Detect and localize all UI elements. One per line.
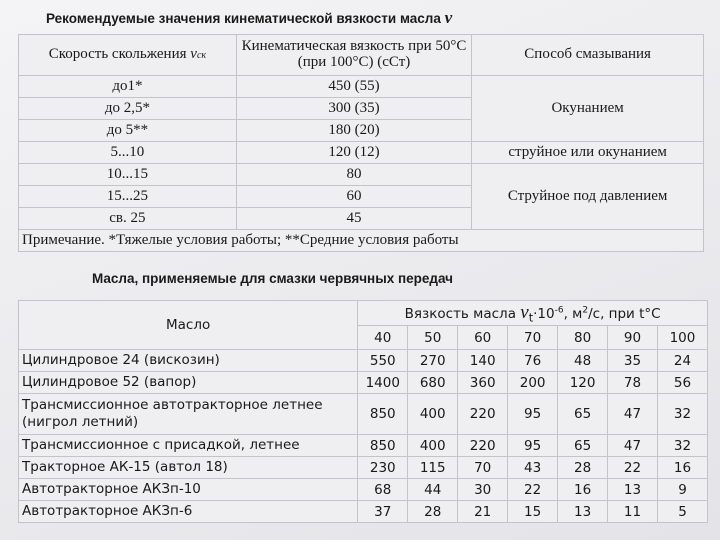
oil-name-cell: Тракторное АК-15 (автол 18) <box>19 457 358 479</box>
value-cell: 9 <box>657 479 707 501</box>
table-note: Примечание. *Тяжелые условия работы; **Средние условия работы <box>19 230 704 252</box>
value-cell: 21 <box>458 501 508 523</box>
speed-cell: до1* <box>19 76 237 98</box>
value-cell: 220 <box>458 394 508 435</box>
value-cell: 78 <box>608 372 658 394</box>
oil-name-cell: Автотракторное АКЗп-6 <box>19 501 358 523</box>
value-cell: 35 <box>608 350 658 372</box>
value-cell: 22 <box>608 457 658 479</box>
table1-title <box>46 8 452 28</box>
nu-symbol: ν <box>444 8 453 27</box>
table-row <box>19 435 708 457</box>
table-row <box>19 372 708 394</box>
table2-header-row <box>19 301 708 326</box>
value-cell: 65 <box>558 435 608 457</box>
value-cell: 76 <box>508 350 558 372</box>
value-cell: 95 <box>508 394 558 435</box>
viscosity-cell: 45 <box>236 208 471 230</box>
value-cell: 140 <box>458 350 508 372</box>
value-cell: 70 <box>458 457 508 479</box>
viscosity-cell: 60 <box>236 186 471 208</box>
viscosity-cell: 180 (20) <box>236 120 471 142</box>
value-cell: 28 <box>558 457 608 479</box>
table-row <box>19 479 708 501</box>
value-cell: 32 <box>657 394 707 435</box>
header-oil: Масло <box>19 301 358 350</box>
value-cell: 680 <box>408 372 458 394</box>
speed-cell: св. 25 <box>19 208 237 230</box>
header-viscosity: Вязкость масла $\nu_t\cdot 10^{-6}$, $м^2/с$, при t°C <box>358 301 708 326</box>
value-cell: 850 <box>358 435 408 457</box>
value-cell: 850 <box>358 394 408 435</box>
table1-title-text: Рекомендуемые значения кинематической вязкости масла <box>46 11 441 26</box>
value-cell: 115 <box>408 457 458 479</box>
table-row <box>19 164 704 186</box>
table-row <box>19 394 708 435</box>
table-row <box>19 350 708 372</box>
value-cell: 16 <box>657 457 707 479</box>
value-cell: 37 <box>358 501 408 523</box>
value-cell: 13 <box>558 501 608 523</box>
header-sliding-speed: Скорость скольжения νск <box>19 35 237 76</box>
table-row <box>19 76 704 98</box>
oil-name-cell: Трансмиссионное автотракторное летнее (нигрол летний) <box>19 394 358 435</box>
oil-name-cell: Цилиндровое 52 (вапор) <box>19 372 358 394</box>
temp-cell: 80 <box>558 326 608 350</box>
temp-cell: 100 <box>657 326 707 350</box>
value-cell: 32 <box>657 435 707 457</box>
value-cell: 270 <box>408 350 458 372</box>
value-cell: 56 <box>657 372 707 394</box>
speed-cell: до 5** <box>19 120 237 142</box>
value-cell: 30 <box>458 479 508 501</box>
table2-title: Масла, применяемые для смазки червячных передач <box>92 271 453 286</box>
value-cell: 230 <box>358 457 408 479</box>
oil-name-cell: Трансмиссионное с присадкой, летнее <box>19 435 358 457</box>
speed-cell: 15...25 <box>19 186 237 208</box>
value-cell: 68 <box>358 479 408 501</box>
temp-cell: 70 <box>508 326 558 350</box>
value-cell: 43 <box>508 457 558 479</box>
value-cell: 22 <box>508 479 558 501</box>
temp-cell: 60 <box>458 326 508 350</box>
worm-gear-oils-table <box>18 300 708 523</box>
header-kinematic-viscosity: Кинематическая вязкость при 50°С (при 100°С) (сСт) <box>236 35 471 76</box>
viscosity-cell: 80 <box>236 164 471 186</box>
viscosity-cell: 120 (12) <box>236 142 471 164</box>
table-row <box>19 457 708 479</box>
temp-cell: 50 <box>408 326 458 350</box>
method-cell: струйное или окунанием <box>472 142 704 164</box>
value-cell: 15 <box>508 501 558 523</box>
value-cell: 28 <box>408 501 458 523</box>
value-cell: 5 <box>657 501 707 523</box>
oil-name-cell: Цилиндровое 24 (вискозин) <box>19 350 358 372</box>
table-row <box>19 142 704 164</box>
value-cell: 48 <box>558 350 608 372</box>
method-cell: Окунанием <box>472 76 704 142</box>
value-cell: 65 <box>558 394 608 435</box>
speed-cell: 10...15 <box>19 164 237 186</box>
value-cell: 47 <box>608 435 658 457</box>
value-cell: 400 <box>408 435 458 457</box>
value-cell: 24 <box>657 350 707 372</box>
value-cell: 120 <box>558 372 608 394</box>
value-cell: 47 <box>608 394 658 435</box>
value-cell: 1400 <box>358 372 408 394</box>
speed-cell: до 2,5* <box>19 98 237 120</box>
viscosity-cell: 300 (35) <box>236 98 471 120</box>
temp-cell: 40 <box>358 326 408 350</box>
header-lubrication-method: Способ смазывания <box>472 35 704 76</box>
temp-cell: 90 <box>608 326 658 350</box>
value-cell: 44 <box>408 479 458 501</box>
value-cell: 95 <box>508 435 558 457</box>
value-cell: 13 <box>608 479 658 501</box>
table-row <box>19 501 708 523</box>
value-cell: 200 <box>508 372 558 394</box>
value-cell: 400 <box>408 394 458 435</box>
note-row <box>19 230 704 252</box>
value-cell: 360 <box>458 372 508 394</box>
value-cell: 16 <box>558 479 608 501</box>
oil-name-cell: Автотракторное АКЗп-10 <box>19 479 358 501</box>
value-cell: 550 <box>358 350 408 372</box>
viscosity-recommendation-table <box>18 34 704 252</box>
value-cell: 220 <box>458 435 508 457</box>
table1-header-row <box>19 35 704 76</box>
method-cell: Струйное под давлением <box>472 164 704 230</box>
value-cell: 11 <box>608 501 658 523</box>
viscosity-cell: 450 (55) <box>236 76 471 98</box>
speed-cell: 5...10 <box>19 142 237 164</box>
